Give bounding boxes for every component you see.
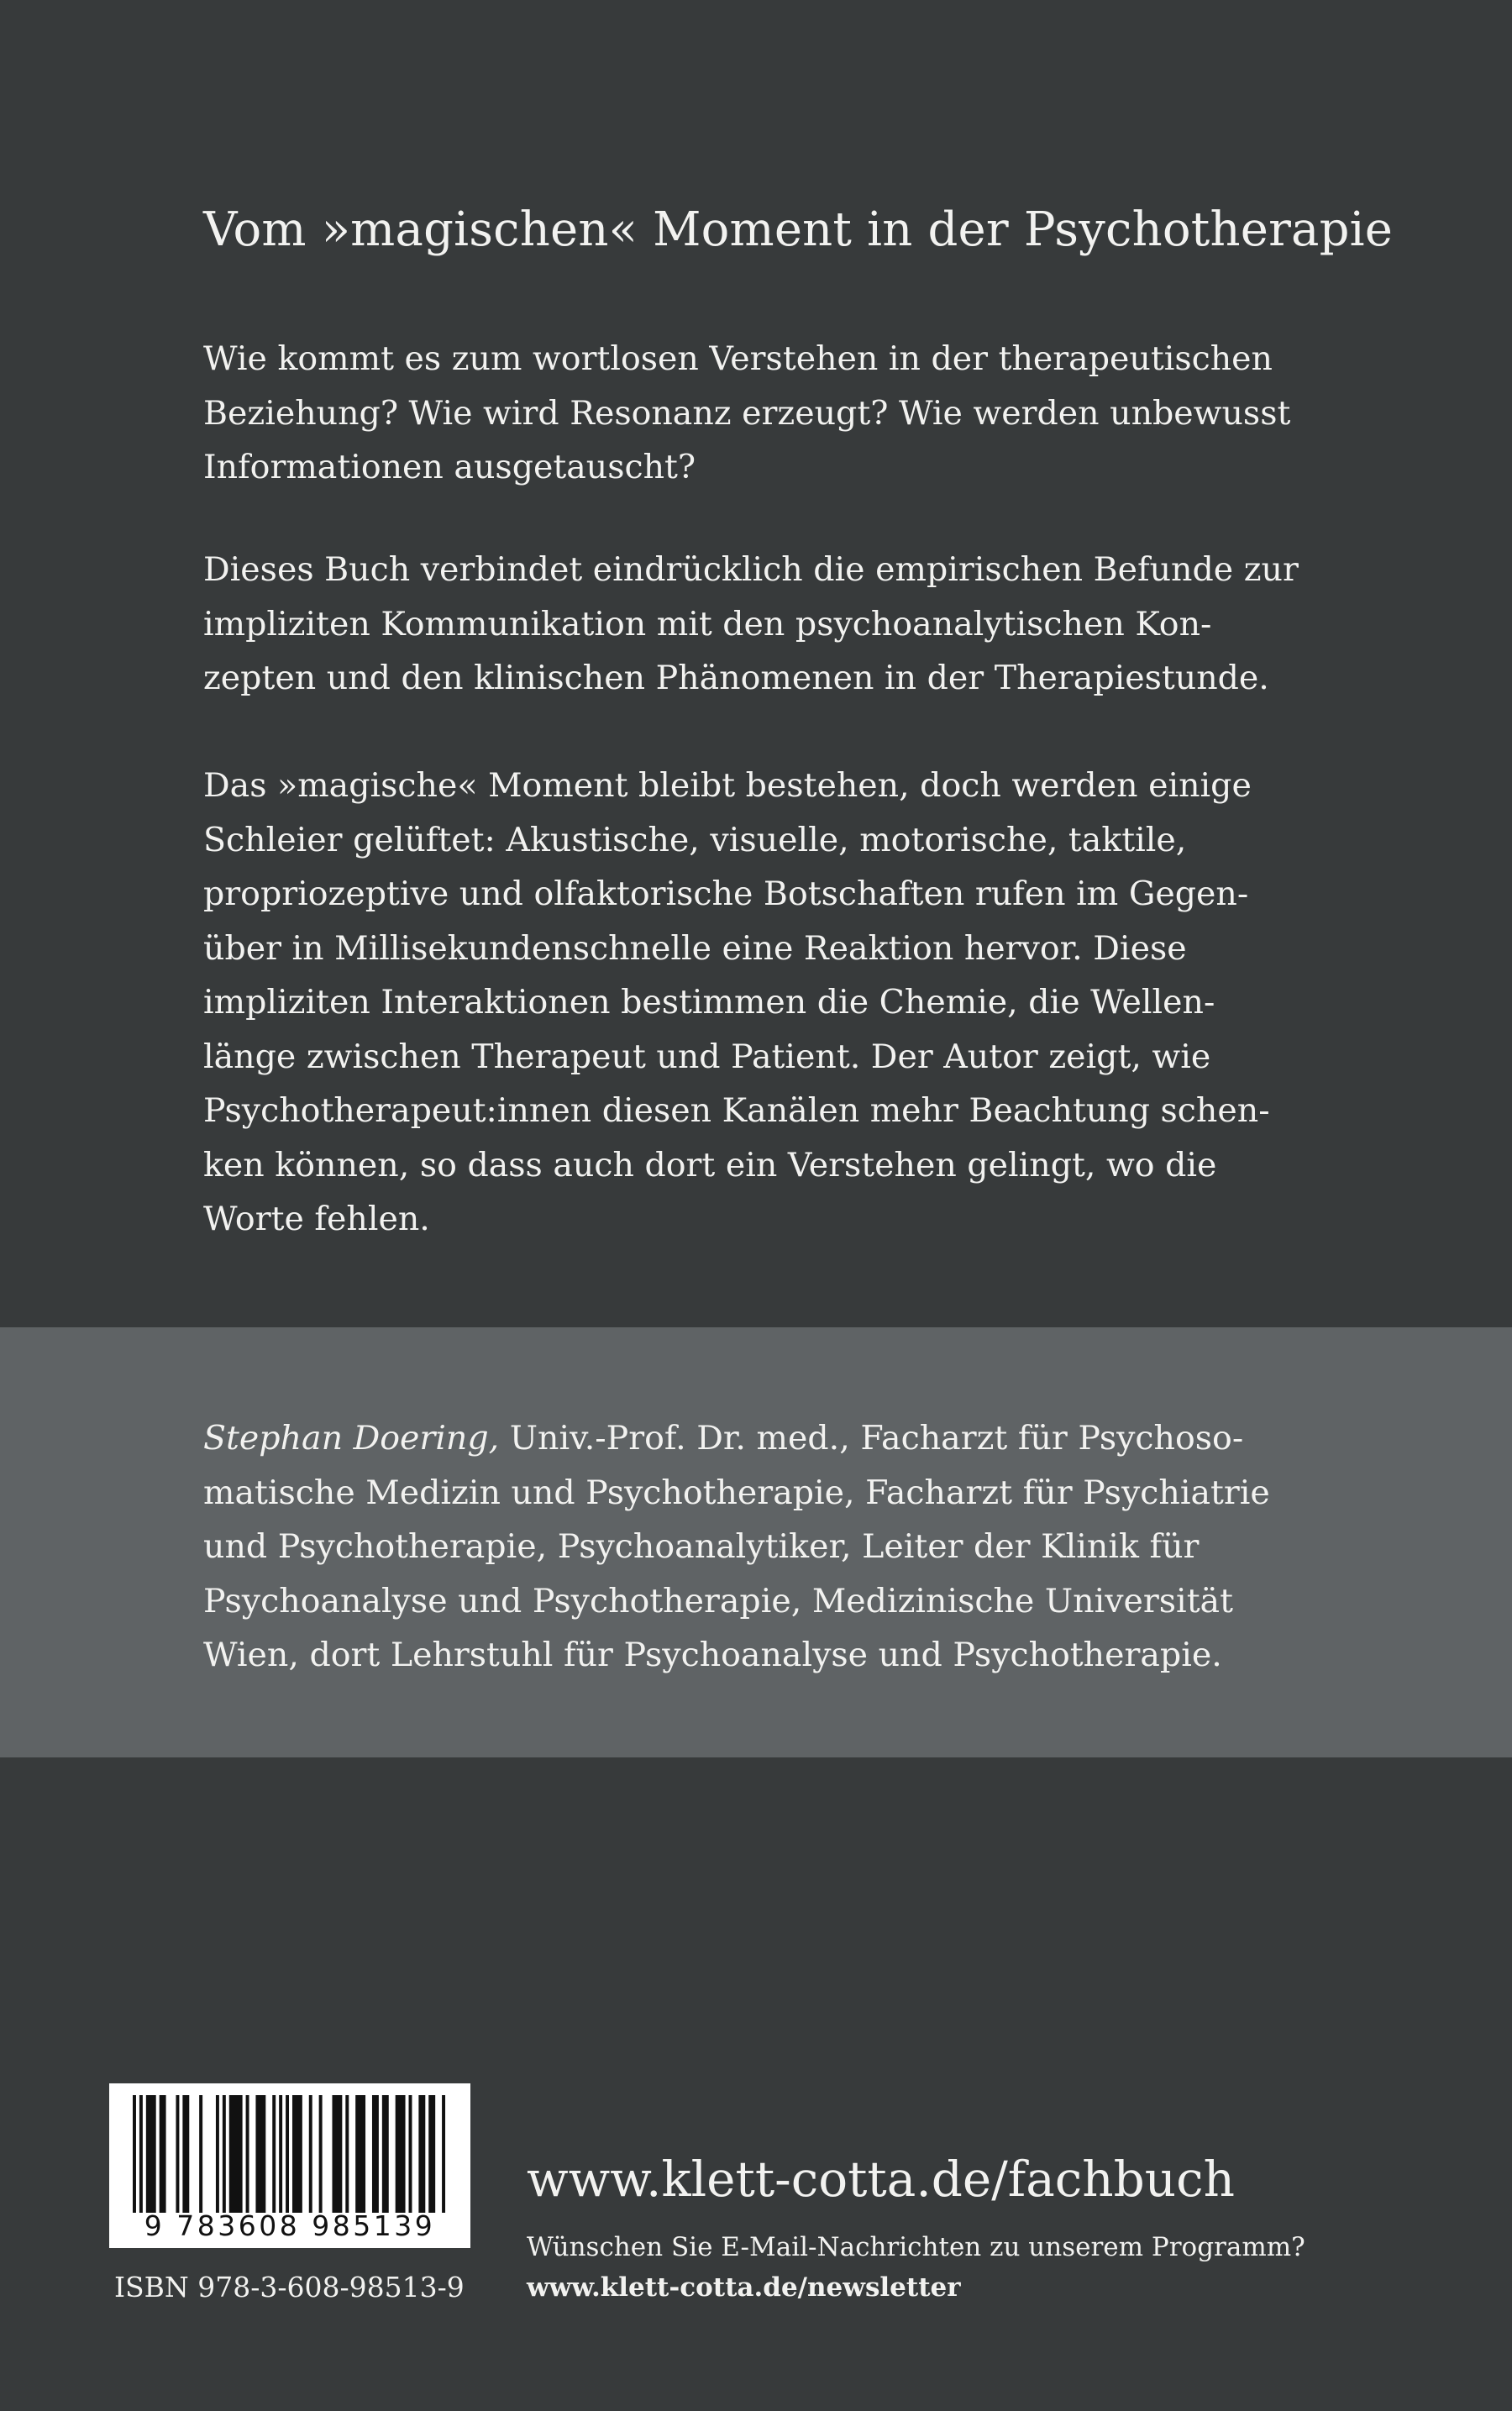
bio-line: und Psychotherapie, Psychoanalytiker, Leiter der Klinik für <box>203 1527 1200 1566</box>
bio-line: Psychoanalyse und Psychotherapie, Medizinische Universität <box>203 1581 1233 1620</box>
blurb-line: Das »magische« Moment bleibt bestehen, doch werden einige <box>203 766 1252 805</box>
blurb-line: Informationen ausgetauscht? <box>203 448 696 486</box>
barcode-bar <box>146 2095 156 2213</box>
blurb-line: Beziehung? Wie wird Resonanz erzeugt? Wie werden unbewusst <box>203 393 1291 433</box>
barcode-bar <box>160 2095 166 2213</box>
blurb-paragraph-2 <box>203 543 1396 706</box>
newsletter-link[interactable]: www.klett-cotta.de/newsletter <box>527 2272 961 2303</box>
barcode-bar <box>272 2095 276 2213</box>
blurb-line: länge zwischen Therapeut und Patient. Der Autor zeigt, wie <box>203 1037 1211 1076</box>
barcode-bar <box>442 2095 445 2213</box>
blurb-line: Psychotherapeut:innen diesen Kanälen mehr Beachtung schen- <box>203 1091 1270 1130</box>
barcode <box>109 2083 470 2248</box>
barcode-bar <box>396 2095 406 2213</box>
blurb-line: Dieses Buch verbindet eindrücklich die empirischen Befunde zur <box>203 550 1299 589</box>
blurb-line: über in Millisekundenschnelle eine Reaktion hervor. Diese <box>203 928 1187 968</box>
publisher-website-link[interactable]: www.klett-cotta.de/fachbuch <box>527 2151 1235 2208</box>
barcode-bar <box>345 2095 349 2213</box>
barcode-bar <box>223 2095 226 2213</box>
headline: Vom »magischen« Moment in der Psychotherapie <box>203 202 1394 257</box>
barcode-bar <box>309 2095 312 2213</box>
author-bio-band <box>0 1327 1512 1757</box>
blurb-line: zepten und den klinischen Phänomenen in der Therapiestunde. <box>203 659 1269 697</box>
barcode-bar <box>286 2095 289 2213</box>
bio-first-line-text: Univ.-Prof. Dr. med., Facharzt für Psychoso- <box>499 1419 1244 1458</box>
bio-line: Wien, dort Lehrstuhl für Psychoanalyse und Psychotherapie. <box>203 1636 1222 1674</box>
isbn: ISBN 978-3-608-98513-9 <box>114 2271 465 2303</box>
barcode-bar <box>332 2095 342 2213</box>
barcode-bar <box>246 2095 249 2213</box>
barcode-bar <box>199 2095 202 2213</box>
blurb-line: Schleier gelüftet: Akustische, visuelle, motorische, taktile, <box>203 820 1187 859</box>
blurb-line: Wie kommt es zum wortlosen Verstehen in der therapeutischen <box>203 339 1273 378</box>
barcode-bar <box>139 2095 143 2213</box>
barcode-bar <box>409 2095 412 2213</box>
blurb-paragraph-3 <box>203 759 1396 1247</box>
newsletter-prompt: Wünschen Sie E-Mail-Nachrichten zu unserem Programm? <box>527 2232 1305 2262</box>
barcode-bar <box>418 2095 425 2213</box>
author-bio <box>203 1411 1396 1683</box>
barcode-bar <box>176 2095 179 2213</box>
blurb-line: ken können, so dass auch dort ein Verstehen gelingt, wo die <box>203 1145 1217 1184</box>
barcode-bar <box>292 2095 302 2213</box>
barcode-bars <box>133 2095 449 2213</box>
author-name: Stephan Doering, <box>203 1419 500 1458</box>
barcode-bar <box>229 2095 243 2213</box>
barcode-digits: 9 783608 985139 <box>144 2209 436 2242</box>
bio-line <box>203 1411 1396 1466</box>
bio-line: matische Medizin und Psychotherapie, Facharzt für Psychiatrie <box>203 1473 1270 1512</box>
blurb-paragraph-1 <box>203 332 1396 495</box>
barcode-bar <box>382 2095 389 2213</box>
barcode-bar <box>216 2095 219 2213</box>
barcode-bar <box>255 2095 265 2213</box>
barcode-bar <box>355 2095 365 2213</box>
blurb-line: impliziten Interaktionen bestimmen die Chemie, die Wellen- <box>203 983 1215 1022</box>
barcode-bar <box>372 2095 379 2213</box>
barcode-bar <box>133 2095 136 2213</box>
barcode-bar <box>319 2095 323 2213</box>
barcode-bar <box>428 2095 435 2213</box>
barcode-bar <box>279 2095 282 2213</box>
blurb-line: impliziten Kommunikation mit den psychoanalytischen Kon- <box>203 604 1212 643</box>
barcode-bar <box>182 2095 189 2213</box>
blurb-line: propriozeptive und olfaktorische Botschaften rufen im Gegen- <box>203 875 1249 913</box>
blurb-line: Worte fehlen. <box>203 1200 430 1238</box>
